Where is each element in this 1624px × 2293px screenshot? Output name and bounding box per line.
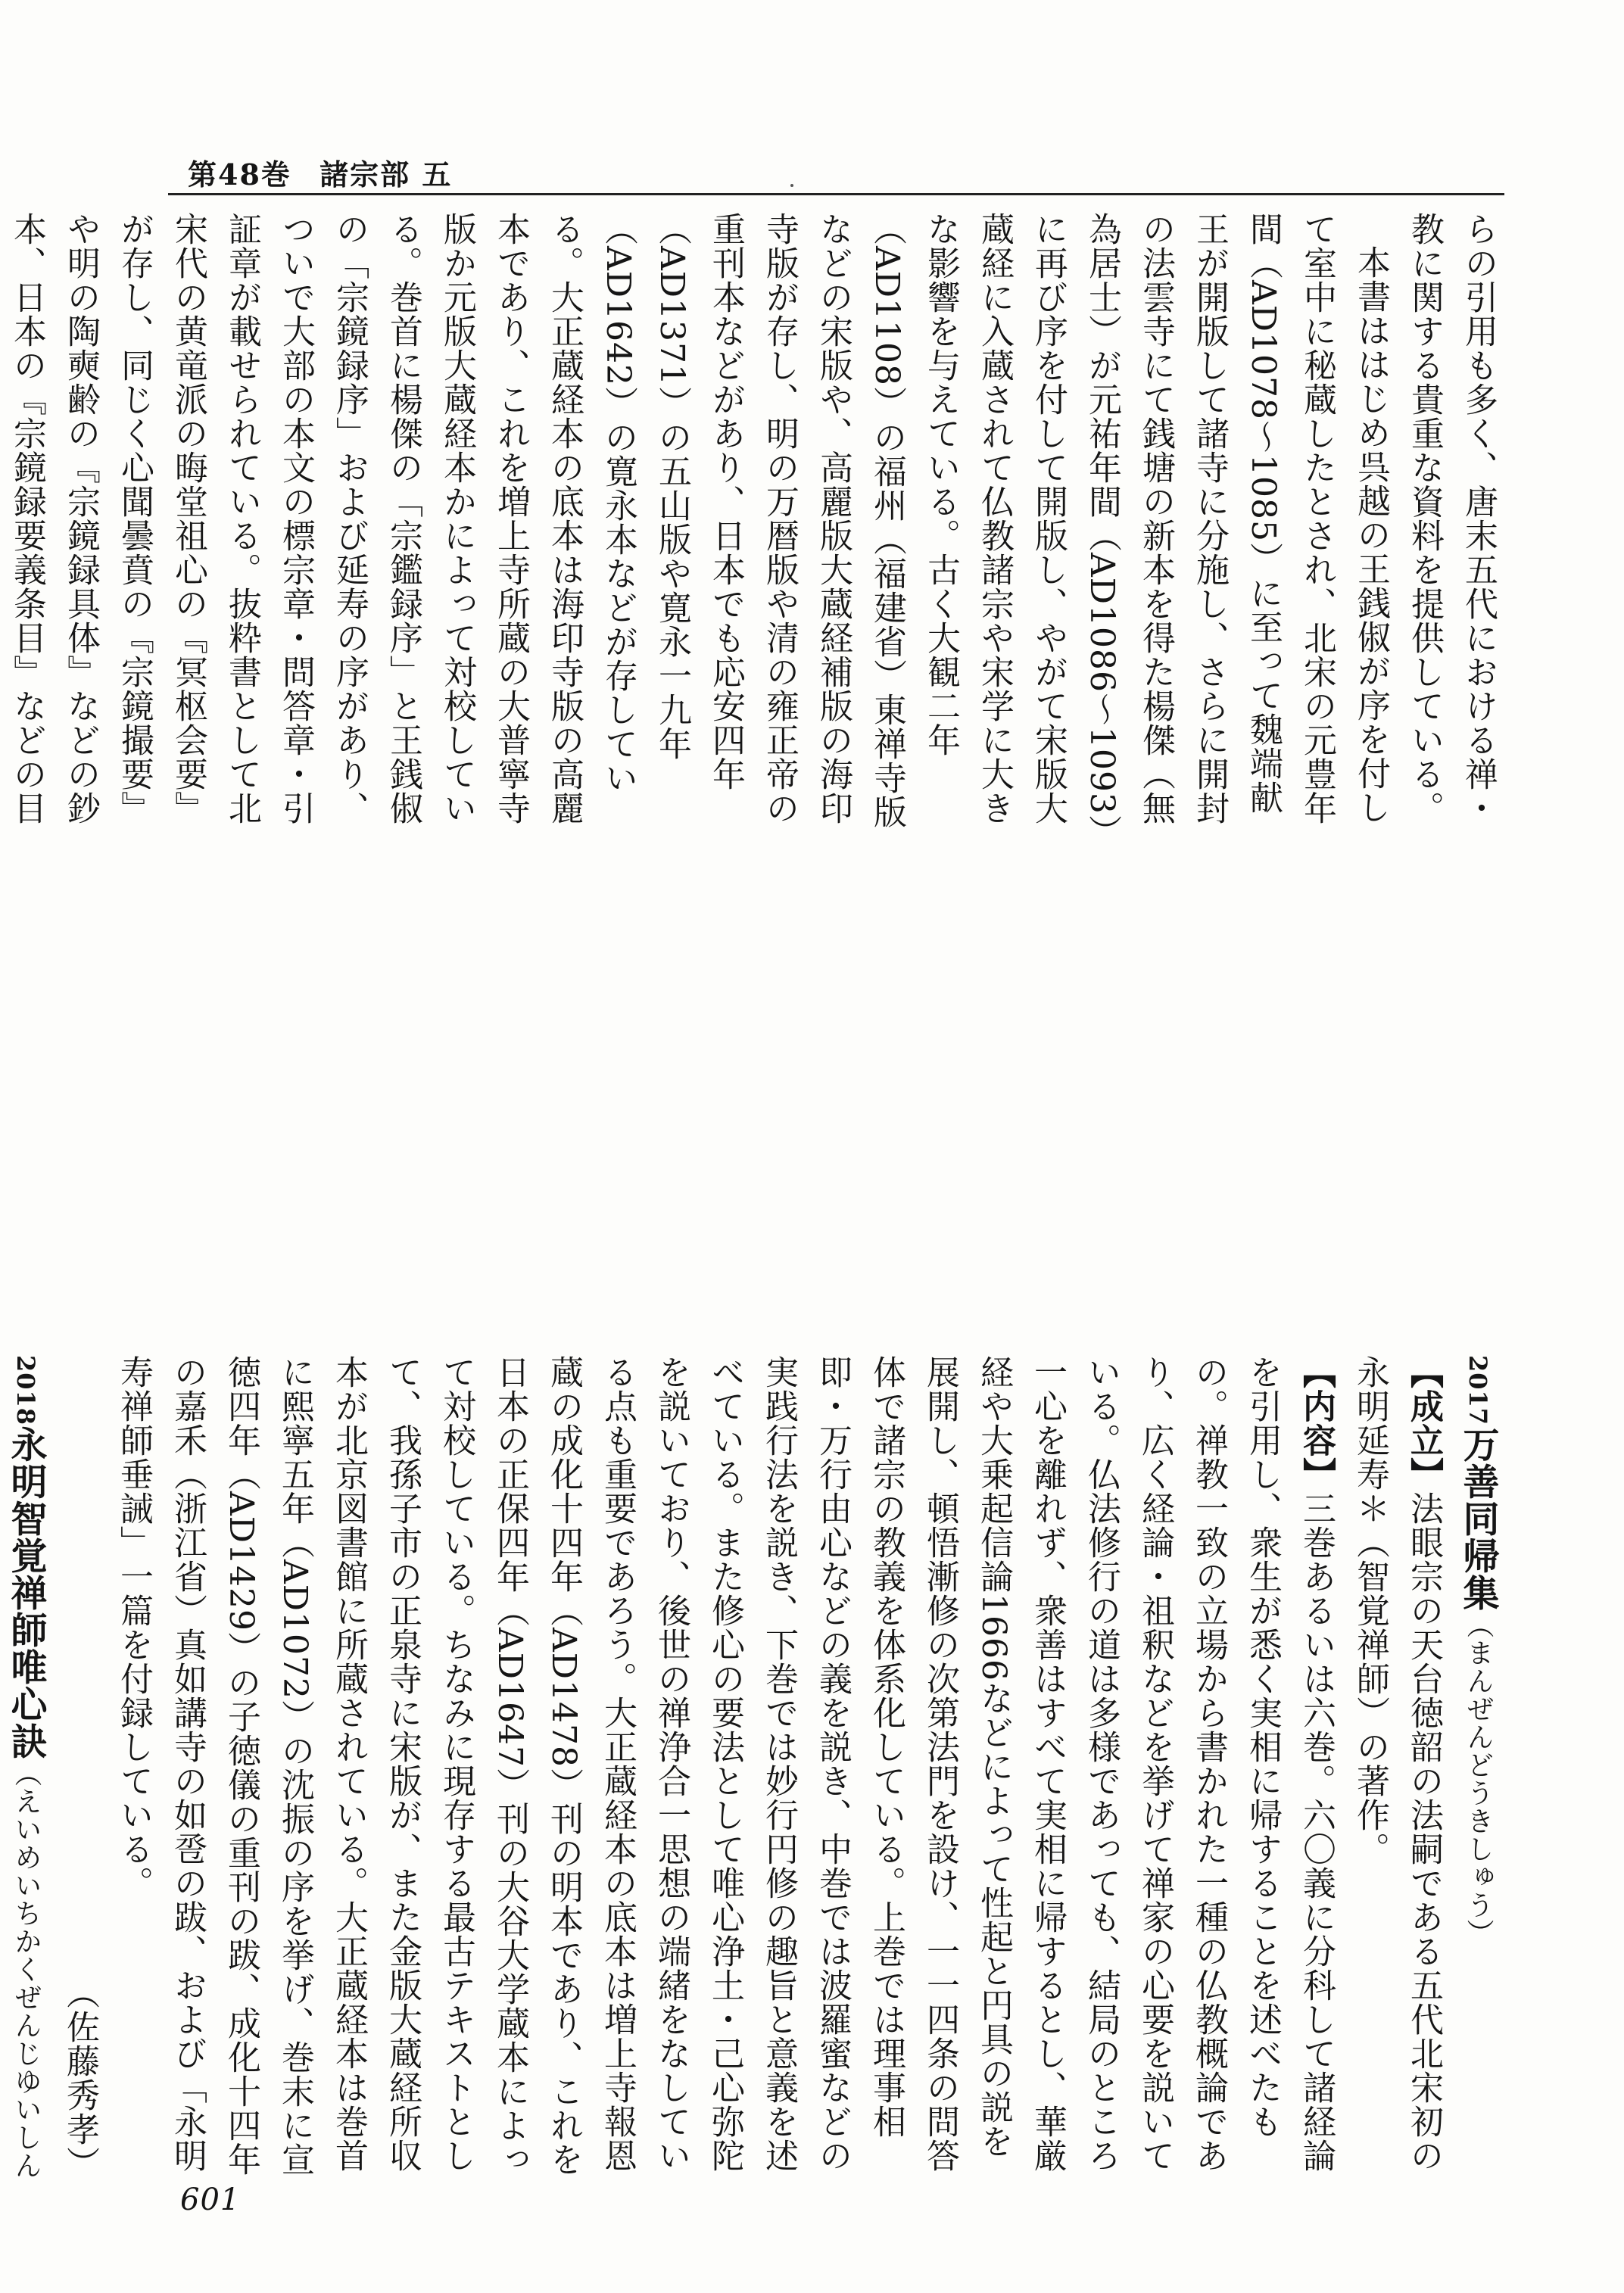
section-label: 諸宗部 五 xyxy=(320,157,453,192)
origin-section xyxy=(1343,1355,1451,2180)
volume-label: 第48巻 xyxy=(188,157,291,192)
paragraph: 本書ははじめ呉越の王銭俶が序を付して室中に秘蔵したとされ、北宋の元豊年間（AD1078〜1085）に至って魏端献王が開版して諸寺に分施し、さらに開封の法雲寺にて銭塘の新本を得た楊傑（無為居士）が元祐年間（AD1086〜1093）に再び序を付して開版し、やがて宋版大蔵経に入蔵されて仏教諸宗や宋学に大きな影響を与えている。古く大観二年（AD1108）の福州（福建省）東禅寺版などの宋版や、高麗版大蔵経補版の海印寺版が存し、明の万暦版や清の雍正帝の重刊本などがあり、日本でも応安四年（AD1371）の五山版や寛永一九年（AD1642）の寛永本などが存している。大正蔵経本の底本は海印寺版の高麗本であり、これを増上寺所蔵の大普寧寺版か元版大蔵経本かによって対校している。巻首に楊傑の「宗鑑録序」と王銭俶の「宗鏡録序」および延寿の序があり、ついで大部の本文の標宗章・問答章・引証章が載せられている。抜粋書として北宋代の黄竜派の晦堂祖心の『冥枢会要』が存し、同じく心聞曇賁の『宗鏡撮要』や明の陶奭齢の『宗鏡録具体』などの鈔本、日本の『宗鏡録要義条目』などの目 xyxy=(8,212,1390,833)
scan-speck xyxy=(790,184,793,187)
entry-heading-2018 xyxy=(0,1355,53,2180)
entry-reading: （えいめいちかくぜんじゆいしん xyxy=(11,1759,42,2180)
page-number: 601 xyxy=(180,2182,241,2217)
origin-tag: 【成立】 xyxy=(1404,1355,1443,1491)
content-text: 三巻あるいは六巻。六〇義に分科して諸経論を引用し、衆生が悉く実相に帰することを述べたもの。禅教一致の立場から書かれた一種の仏教概論であり、広く経論・祖釈などを挙げて禅家の心要を説いている。仏法修行の道は多様であっても、結局のところ一心を離れず、衆善はすべて実相に帰するとし、華厳経や大乗起信論1666などによって性起と円具の説を展開し、頓悟漸修の次第法門を設け、一一四条の問答体で諸宗の教義を体系化している。上巻では理事相即・万行由心などの義を説き、中巻では波羅蜜などの実践行法を説き、下巻では妙行円修の趣旨と意義を述べている。また修心の要法として唯心浄土・己心弥陀を説いており、後世の禅浄合一思想の端緒をなしている点も重要であろう。大正蔵経本の底本は増上寺報恩蔵の成化十四年（AD1478）刊の明本であり、これを日本の正保四年（AD1647）刊の大谷大学蔵本によって対校している。ちなみに現存する最古テキストとして、我孫子市の正泉寺に宋版が、また金版大蔵経所収本が北京図書館に所蔵されている。大正蔵経本は巻首に熙寧五年（AD1072）の沈振の序を挙げ、巻末に宣徳四年（AD1429）の子徳儀の重刊の跋、成化十四年の嘉禾（浙江省）真如講寺の如卺の跋、および「永明寿禅師垂誡」一篇を付録している。 xyxy=(114,1355,1336,2177)
entry-reading: （まんぜんどうきしゅう） xyxy=(1463,1611,1494,1948)
entry-heading-2017 xyxy=(1451,1355,1505,2180)
origin-text: 法眼宗の天台徳韶の法嗣である五代北宋初の永明延寿＊（智覚禅師）の著作。 xyxy=(1351,1355,1443,2173)
running-header xyxy=(188,151,469,193)
paragraph: らの引用も多く、唐末五代における禅・教に関する貴重な資料を提供している。 xyxy=(1405,212,1498,825)
header-rule xyxy=(168,193,1504,195)
author-credit: （佐藤秀孝） xyxy=(61,1976,99,2180)
upper-text-block xyxy=(8,212,1505,833)
lower-text-block xyxy=(5,1355,1505,2180)
entry-number: 2018 xyxy=(11,1355,40,1426)
entry-number: 2017 xyxy=(1463,1355,1492,1426)
entry-title: 万善同帰集 xyxy=(1457,1425,1499,1612)
content-tag: 【内容】 xyxy=(1297,1355,1336,1491)
entry-title: 永明智覚禅師唯心訣 xyxy=(5,1425,47,1760)
content-section xyxy=(107,1355,1343,2180)
